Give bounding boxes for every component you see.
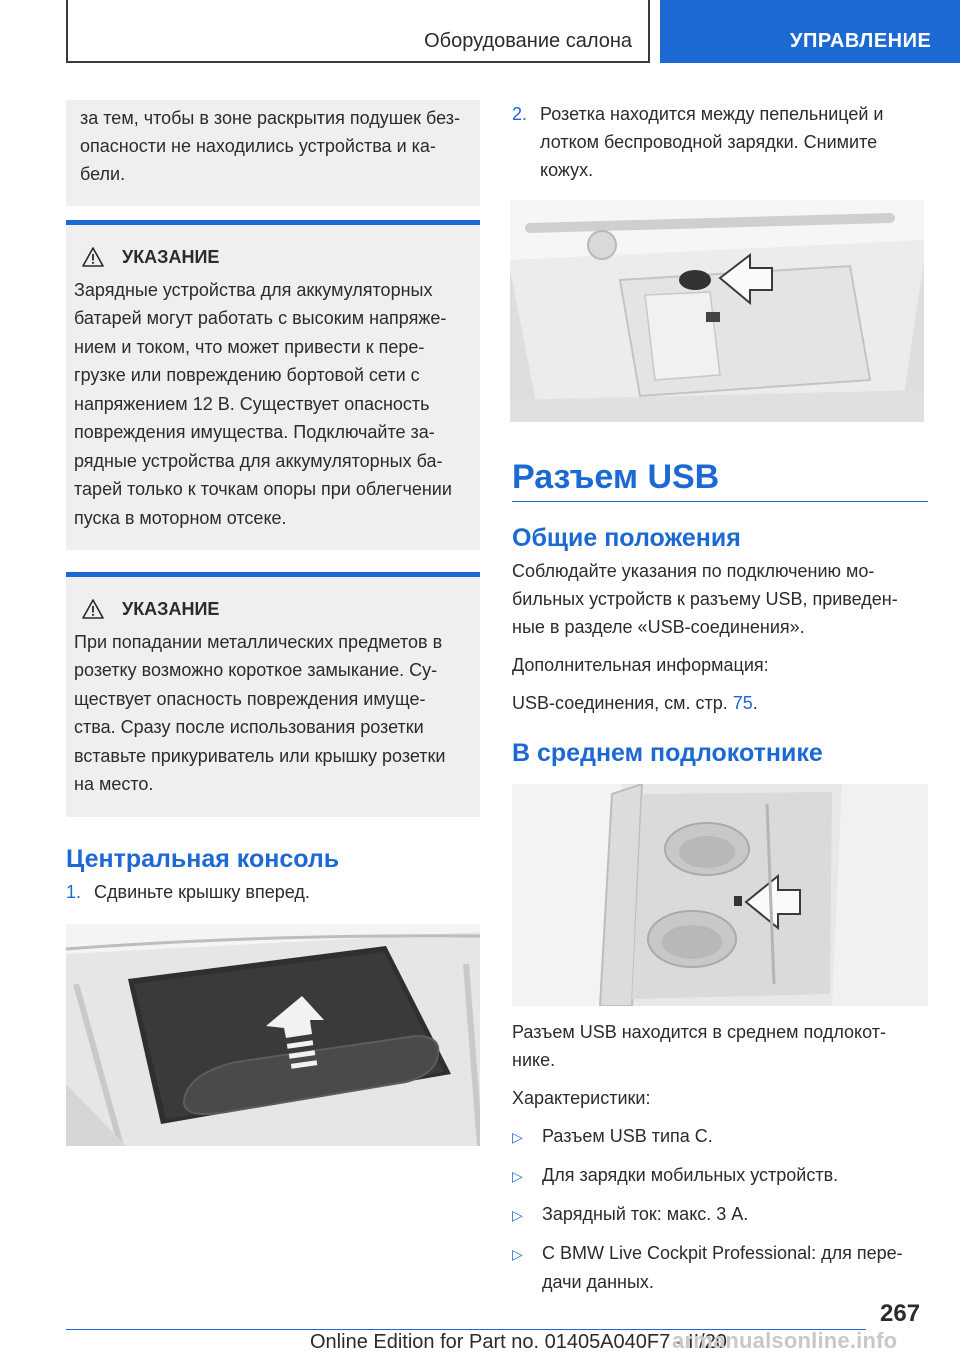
feature-text: Для зарядки мобильных устройств. [542, 1165, 839, 1185]
armrest-usb-photo [512, 784, 928, 1006]
bullet-triangle-icon: ▷ [512, 1129, 523, 1145]
warning-box-2 [66, 572, 480, 817]
bullet-triangle-icon: ▷ [512, 1168, 523, 1184]
usb-reference-text: USB-соединения, см. стр. [512, 693, 728, 713]
warning-text-1: Зарядные устройства для аккумуляторных батарей могут работать с высоким напряже-нием и током, что может привести к пере-грузке или повреждению бортовой сети с напряжением 12 В. Существует опасность повреждения имущества. Подключайте за-рядные устройства для аккумуляторных ба-тарей только к точкам опоры при облегчении пуска в моторном отсеке. [74, 279, 452, 528]
console-heading: Центральная консоль [66, 844, 340, 873]
intro-box [66, 100, 480, 206]
chapter-tab[interactable] [660, 0, 960, 63]
warning-title-1 [74, 243, 466, 272]
armrest-heading: В среднем подлокотнике [512, 739, 823, 767]
step-2-number: 2. [512, 104, 528, 124]
chapter-tab-label: УПРАВЛЕНИЕ [790, 30, 932, 52]
warning-box-1 [66, 220, 480, 550]
armrest-text: Разъем USB находится в среднем подлокот-нике. [512, 1022, 886, 1070]
edition-text: Online Edition for Part no. 01405A040F7 - II/20 [310, 1331, 727, 1353]
warning-title-2 [74, 595, 466, 624]
section-title: Оборудование салона [424, 30, 632, 52]
intro-text: за тем, чтобы в зоне раскрытия подушек без-опасности не находились устройства и ка-бели. [80, 108, 461, 184]
features-label: Характеристики: [512, 1088, 651, 1108]
warning-title-text-1: УКАЗАНИЕ [122, 247, 220, 267]
left-column [66, 100, 480, 1146]
usb-reference [512, 689, 928, 717]
usb-heading: Разъем USB [512, 458, 928, 502]
usb-reference-end: . [752, 693, 758, 713]
warning-triangle-icon [82, 247, 104, 267]
general-heading: Общие положения [512, 524, 741, 552]
step-2 [512, 100, 928, 184]
feature-item [512, 1239, 928, 1297]
feature-text: Зарядный ток: макс. 3 А. [542, 1204, 749, 1224]
feature-text: Разъем USB типа C. [542, 1126, 713, 1146]
console-cover-photo [66, 924, 480, 1146]
warning-triangle-icon [82, 599, 104, 619]
page-number: 267 [880, 1300, 921, 1327]
feature-item [512, 1200, 928, 1230]
warning-text-2: При попадании металлических предметов в розетку возможно короткое замыкание. Су-ществует опасность повреждения имуще-ства. Сразу после использования розетки вставьте прикуриватель или крышку розетки на место. [74, 631, 446, 794]
right-column [512, 100, 928, 1306]
feature-item [512, 1161, 928, 1191]
more-info-label: Дополнительная информация: [512, 655, 769, 675]
header-section-box [66, 0, 650, 63]
step-1 [66, 878, 480, 906]
usb-reference-page-link[interactable]: 75 [732, 693, 753, 713]
bullet-triangle-icon: ▷ [512, 1207, 523, 1223]
bullet-triangle-icon: ▷ [512, 1246, 523, 1262]
step-2-text: Розетка находится между пепельницей и лотком беспроводной зарядки. Снимите кожух. [540, 104, 884, 180]
socket-photo [510, 200, 924, 422]
step-1-number: 1. [66, 881, 82, 902]
warning-title-text-2: УКАЗАНИЕ [122, 599, 220, 619]
general-text: Соблюдайте указания по подключению мо-бильных устройств к разъему USB, приведен-ные в разделе «USB-соединения». [512, 561, 898, 637]
feature-text: С BMW Live Cockpit Professional: для пере-дачи данных. [542, 1243, 903, 1292]
step-1-text: Сдвиньте крышку вперед. [94, 881, 310, 902]
watermark-text: armanualsonline.info [672, 1328, 898, 1353]
feature-item [512, 1122, 928, 1152]
